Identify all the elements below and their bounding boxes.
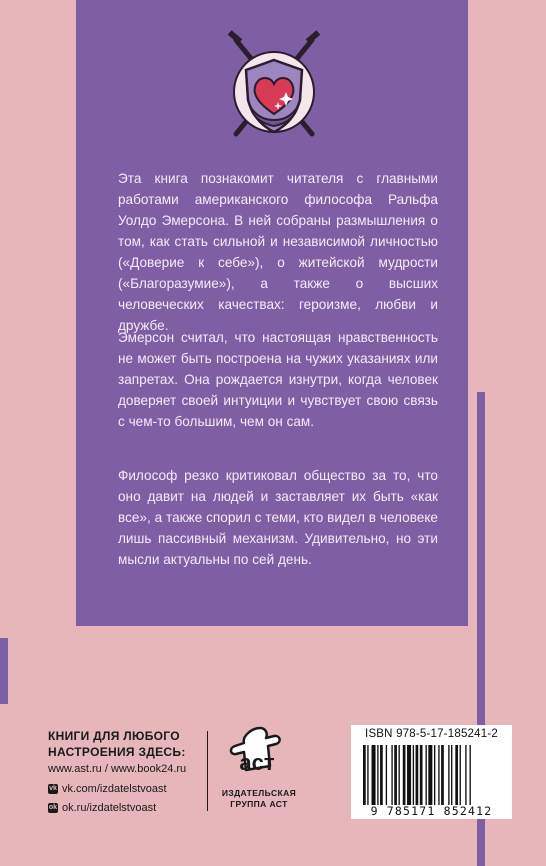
barcode-bar [407, 745, 411, 805]
publisher-name: ИЗДАТЕЛЬСКАЯ ГРУППА АСТ [221, 788, 297, 809]
barcode-bar [441, 745, 444, 805]
barcode-bar [448, 745, 449, 805]
vk-icon: vk [49, 785, 57, 792]
barcode-bar [465, 745, 466, 805]
barcode-bar [434, 745, 435, 805]
barcode-bar [399, 745, 400, 805]
barcode-bar [403, 745, 406, 805]
barcode-bar [372, 745, 376, 805]
barcode-bar [394, 745, 397, 805]
barcode-bar [416, 745, 419, 805]
footer-divider [207, 731, 208, 811]
description-paragraph-3: Философ резко критиковал общество за то, что оно давит на людей и заставляет их быть «как все», а также спорил с теми, кто видел в человеке лишь пассивный механизм. Удивительно, но эти мысли актуальны по сей день. [118, 468, 438, 567]
decorative-stripe-left [0, 638, 8, 704]
ok-icon: ok [48, 804, 58, 811]
publisher-logo-text: аст [239, 750, 275, 775]
barcode-bar [455, 745, 458, 805]
promo-title: КНИГИ ДЛЯ ЛЮБОГО НАСТРОЕНИЯ ЗДЕСЬ: [48, 729, 186, 759]
ok-link[interactable]: ok.ru/izdatelstvoast [62, 802, 157, 814]
barcode-bar [413, 745, 414, 805]
barcode-icon [363, 745, 505, 805]
barcode-bar [451, 745, 452, 805]
isbn-label: ISBN 978-5-17-185241-2 [365, 728, 498, 740]
barcode-bar [470, 745, 471, 805]
barcode-digits: 9 785171 852412 [370, 804, 493, 818]
barcode-bar [438, 745, 439, 805]
isbn-block [351, 725, 512, 819]
barcode-bar [363, 745, 366, 805]
barcode-bar [380, 745, 383, 805]
series-emblem-icon [220, 30, 328, 148]
barcode-bar [428, 745, 432, 805]
description-paragraph-1: Эта книга познакомит читателя с главными работами американского философа Ральфа Уолдо Эмерсона. В ней собраны размышления о том, как стать сильной и независимой личностью («Доверие к себе»), о житейской мудрости («Благоразумие»), а также о высших человеческих качествах: героизме, любви и дружбе. [118, 171, 438, 333]
barcode-bar [460, 745, 461, 805]
site-links[interactable]: www.ast.ru / www.book24.ru [48, 763, 187, 775]
publisher-logo-icon [226, 726, 290, 784]
barcode-bar [420, 745, 423, 805]
barcode-bar [367, 745, 368, 805]
barcode-bar [386, 745, 387, 805]
barcode-bar [391, 745, 392, 805]
vk-link[interactable]: vk.com/izdatelstvoast [62, 783, 167, 795]
barcode-bar [425, 745, 426, 805]
cover-footer [0, 720, 546, 866]
barcode-bar [377, 745, 378, 805]
description-paragraph-2: Эмерсон считал, что настоящая нравственность не может быть построена на чужих указаниях или запретах. Она рождается изнутри, когда человек доверяет своей интуиции и чувствует свою связь с чем-то большим, чем он сам. [118, 330, 438, 429]
